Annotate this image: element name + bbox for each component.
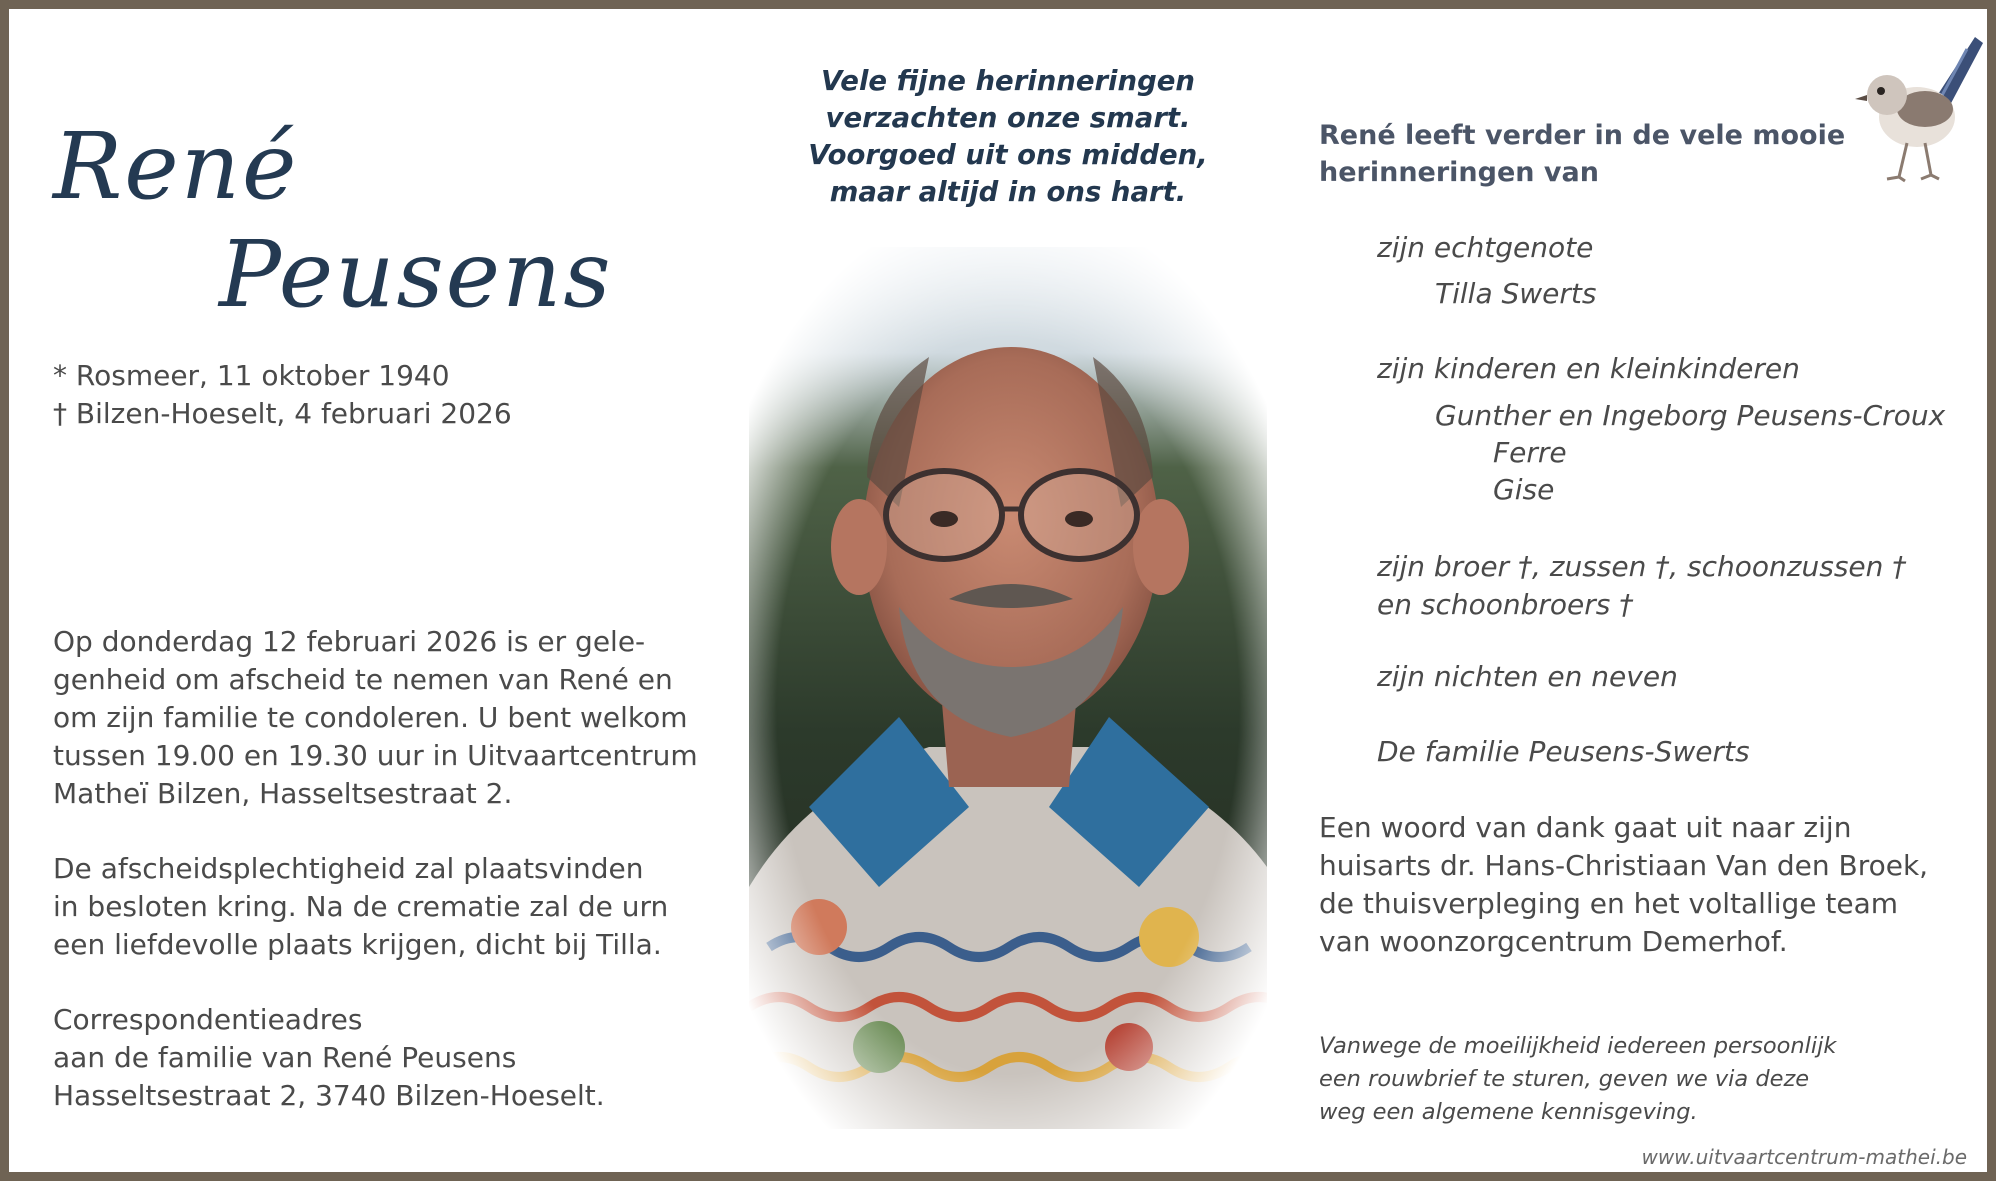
heading-line: René leeft verder in de vele mooie [1319,120,1846,151]
grandchild-name: Gise [1493,473,1555,506]
text-line: Matheï Bilzen, Hasseltsestraat 2. [53,777,513,810]
text-line: aan de familie van René Peusens [53,1041,517,1074]
first-name: René [53,113,299,220]
ceremony-paragraph [53,850,693,964]
portrait-photo [749,247,1267,1129]
life-dates [53,357,512,433]
text-line: in besloten kring. Na de crematie zal de urn [53,890,669,923]
siblings-line: zijn broer †, zussen †, schoonzussen † [1377,550,1907,583]
correspondence-address [53,1001,693,1115]
children-label: zijn kinderen en kleinkinderen [1377,352,1800,385]
text-line: De afscheidsplechtigheid zal plaatsvinden [53,852,644,885]
grandchild-name: Ferre [1493,436,1567,469]
spouse-name: Tilla Swerts [1435,277,1597,310]
family-heading [1319,117,1845,191]
thanks-paragraph [1319,809,1928,961]
family-spouse-label: zijn echtgenote [1377,231,1594,264]
heading-line: herinneringen van [1319,157,1599,188]
text-line: de thuisverpleging en het voltallige team [1319,887,1899,920]
cousins: zijn nichten en neven [1377,660,1678,693]
text-line: van woonzorgcentrum Demerhof. [1319,925,1788,958]
text-line: tussen 19.00 en 19.30 uur in Uitvaartcentrum [53,739,698,772]
text-line: Correspondentieadres [53,1003,363,1036]
text-line: Een woord van dank gaat uit naar zijn [1319,811,1852,844]
last-name: Peusens [219,221,613,328]
memorial-quote [749,63,1267,211]
children-names: Gunther en Ingeborg Peusens-Croux [1435,399,1946,432]
quote-line: Vele fijne herinneringen [821,65,1195,97]
bird-icon [1847,29,1987,189]
text-line: genheid om afscheid te nemen van René en [53,663,673,696]
text-line: Hasseltsestraat 2, 3740 Bilzen-Hoeselt. [53,1079,605,1112]
website-link[interactable]: www.uitvaartcentrum-mathei.be [1641,1145,1967,1169]
text-line: een liefdevolle plaats krijgen, dicht bij Tilla. [53,928,662,961]
quote-line: Voorgoed uit ons midden, [808,139,1208,171]
general-notice [1319,1030,1836,1129]
text-line: Vanwege de moeilijkheid iedereen persoonlijk [1319,1033,1837,1059]
bird-illustration [1847,29,1987,189]
quote-line: maar altijd in ons hart. [829,176,1187,208]
text-line: om zijn familie te condoleren. U bent welkom [53,701,688,734]
text-line: huisarts dr. Hans-Christiaan Van den Broek, [1319,849,1929,882]
ceremony-info [53,623,698,1152]
birth-date: * Rosmeer, 11 oktober 1940 [53,359,450,392]
portrait-illustration [749,247,1267,1129]
text-line: weg een algemene kennisgeving. [1319,1099,1698,1125]
text-line: een rouwbrief te sturen, geven we via deze [1319,1066,1810,1092]
quote-line: verzachten onze smart. [825,102,1191,134]
siblings-line: en schoonbroers † [1377,588,1634,621]
text-line: Op donderdag 12 februari 2026 is er gele- [53,625,646,658]
farewell-paragraph [53,623,698,813]
family-name: De familie Peusens-Swerts [1377,735,1750,768]
siblings [1377,548,1906,624]
death-date: † Bilzen-Hoeselt, 4 februari 2026 [53,397,512,430]
